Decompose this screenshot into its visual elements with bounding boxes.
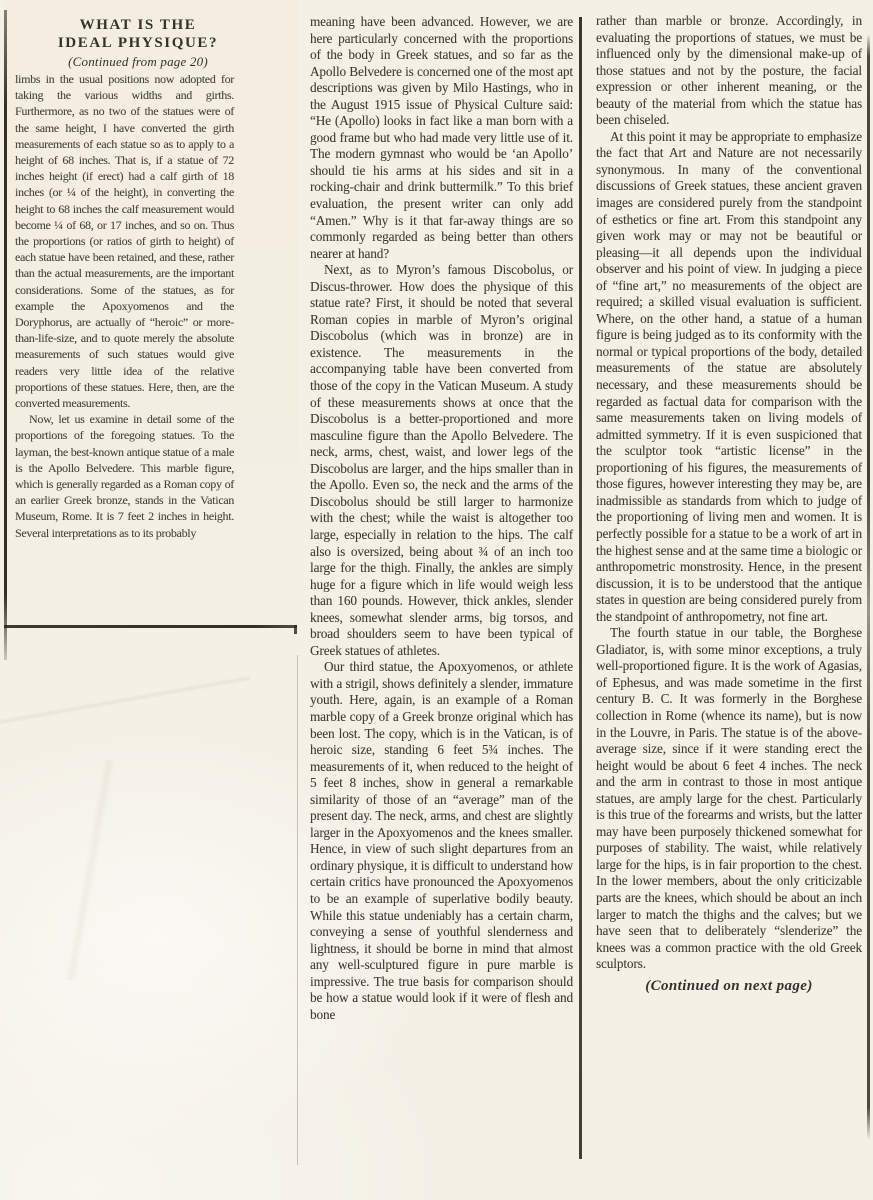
column-3-text [596,13,862,996]
article-title-line1: WHAT IS THE [79,17,197,33]
paragraph: Our third statue, the Apoxyomenos, or athlete with a strigil, shows definitely a slender, immature youth. Here, again, is an example of a Roman marble copy of a Greek bronze original which has been lost. The copy, which is in the Vatican, is of heroic size, standing 6 feet 5¾ inches. The measurements of it, when reduced to the height of 5 feet 8 inches, show in general a remarkable similarity of those of an “average” man of the present day. The neck, arms, and chest are slightly larger in the Apoxyomenos and the knees smaller. Hence, in view of such slight departures from an ordinary physique, it is difficult to understand how certain critics have pronounced the Apoxyomenos to be an example of superlative bodily beauty. While this statue undeniably has a certain charm, conveying a sense of youthful slenderness and lightness, it should be borne in mind that almost any well-sculptured figure in pure marble is impressive. The true basis for comparison should be how a statue would look if it were of flesh and bone [310,659,573,1022]
article-header [38,16,238,70]
continued-from-note: (Continued from page 20) [68,54,208,69]
clipping-left-edge [4,10,7,660]
paragraph: meaning have been advanced. However, we are here particularly concerned with the proportions of the body in Greek statues, and so far as the Apollo Belvedere is concerned one of the most apt descriptions was given by Milo Hastings, who in the August 1915 issue of Physical Culture said: “He (Apollo) looks in fact like a man born with a good frame but who had made very little use of it. The modern gymnast who would be ‘an Apollo’ should tie his arms at his sides and sit in a rocking-chair and drink buttermilk.” To this brief evaluation, the present writer can only add “Amen.” Why is it that far-away things are so commonly regarded as being better than others nearer at hand? [310,14,573,261]
clipping-bottom-edge [4,625,297,628]
paper-crease [0,760,180,980]
paragraph: Next, as to Myron’s famous Discobolus, or Discus-thrower. How does the physique of this statue rate? First, it should be noted that several Roman copies in marble of Myron’s original Discobolus (which was in bronze) are in existence. The measurements in the accompanying table have been converted from those of the copy in the Vatican Museum. A study of these measurements shows at once that the Discobolus is a better-proportioned and more masculine figure than the Apollo Belvedere. The neck, arms, chest, waist, and lower legs of the Discobolus are larger, and the hips smaller than in the Apollo. Even so, the neck and the arms of the Discobolus should be still larger to harmonize with the chest; while the waist is altogether too large, especially in relation to the hips. The calf also is oversized, being about ¾ of an inch too large for the thigh. Finally, the ankles are simply huge for a figure which in life would weigh less than 160 pounds. However, thick ankles, slender knees, somewhat slender arms, big torsos, and broad shoulders seem to have been typical of Greek statues of athletes. [310,262,573,658]
article-title-line2: IDEAL PHYSIQUE? [57,35,219,51]
column-2-text [310,14,573,1023]
clipping-edge-hook [294,625,297,634]
column-divider-rule [579,17,582,1159]
column-1-text [15,71,234,541]
clipping-2-left-edge [297,655,298,1165]
paragraph: rather than marble or bronze. Accordingly, in evaluating the proportions of statues, we must be influenced only by the dimensional make-up of those statues and not by the posture, the facial expression or other inherent meaning, or the beauty of the material from which the statue has been chiseled. [596,13,862,128]
paragraph: The fourth statue in our table, the Borghese Gladiator, is, with some minor exceptions, a truly well-proportioned figure. It is the work of Agasias, of Ephesus, and was made sometime in the first century B. C. It was formerly in the Borghese collection in Rome (whence its name), but is now in the Louvre, in Paris. The statue is of the above-average size, since if it were standing erect the height would be about 6 feet 4 inches. The neck and the arm in contrast to those in most antique statues, are amply large for the chest. Particularly is this true of the forearms and wrists, but the latter may have been purposely thickened somewhat for purposes of stability. The waist, while relatively large for the hips, is in fair proportion to the chest. In the lower members, about the only criticizable parts are the knees, which should be about an inch larger to match the thighs and the calves; but we have seen that to deliberately “slenderize” the knees was a common practice with the old Greek sculptors. [596,625,862,972]
paragraph: Now, let us examine in detail some of the proportions of the foregoing statues. To the layman, the best-known antique statue of a male is the Apollo Belvedere. This marble figure, which is generally regarded as a Roman copy of an earlier Greek bronze, stands in the Vatican Museum, Rome. It is 7 feet 2 inches in height. Several interpretations as to its probably [15,412,234,540]
paragraph: At this point it may be appropriate to emphasize the fact that Art and Nature are not necessarily synonymous. In many of the conventional discussions of Greek statues, these ancient graven images are considered purely from the standpoint of esthetics or fine art. From this standpoint any given work may or may not be beautiful or pleasing—it all depends upon the individual observer and his point of view. In judging a piece of “fine art,” no measurements of the object are required; a skilled visual evaluation is sufficient. Where, on the other hand, a statue of a human figure is being judged as to its conformity with the normal or typical proportions of the body, detailed measurements of the statue are absolutely necessary, and these measurements should be regarded as factual data for comparison with the same measurements taken on living models of admitted symmetry. If it is even suspicioned that the sculptor took “artistic license” in the proportioning of his figures, the measurements of those figures, however interesting they may be, are inadmissible as standards from which to judge of the proportioning of living men and women. It is perfectly possible for a statue to be a work of art in the highest sense and at the same time a biologic or anthropometric monstrosity. Hence, in the present discussion, it is to be understood that the antique states in question are being considered purely from the standpoint of anthropometry, not fine art. [596,128,862,624]
paragraph: limbs in the usual positions now adopted for taking the various widths and girths. Furthermore, as no two of the statues were of the same height, I have converted the girth measurements of each statue so as to apply to a height of 68 inches. That is, if a statue of 72 inches height (if erect) had a calf girth of 18 inches (or ¼ of the height), in converting the height to 68 inches the calf measurement would become ¼ of 68, or 17 inches, and so on. Thus the proportions (or ratios of girth to height) of each statue have been retained, and these, rather than the actual measurements, are the important considerations. Some of the statues, as for example the Apoxyomenos and the Doryphorus, are actually of “heroic” or more-than-life-size, and to quote merely the absolute measurements of such statues would give readers very little idea of the relative proportions of these statues. Here, then, are the converted measurements. [15,72,234,411]
paper-crease [0,640,250,760]
page-right-rule [867,34,870,1140]
continued-next-note: (Continued on next page) [645,977,813,994]
